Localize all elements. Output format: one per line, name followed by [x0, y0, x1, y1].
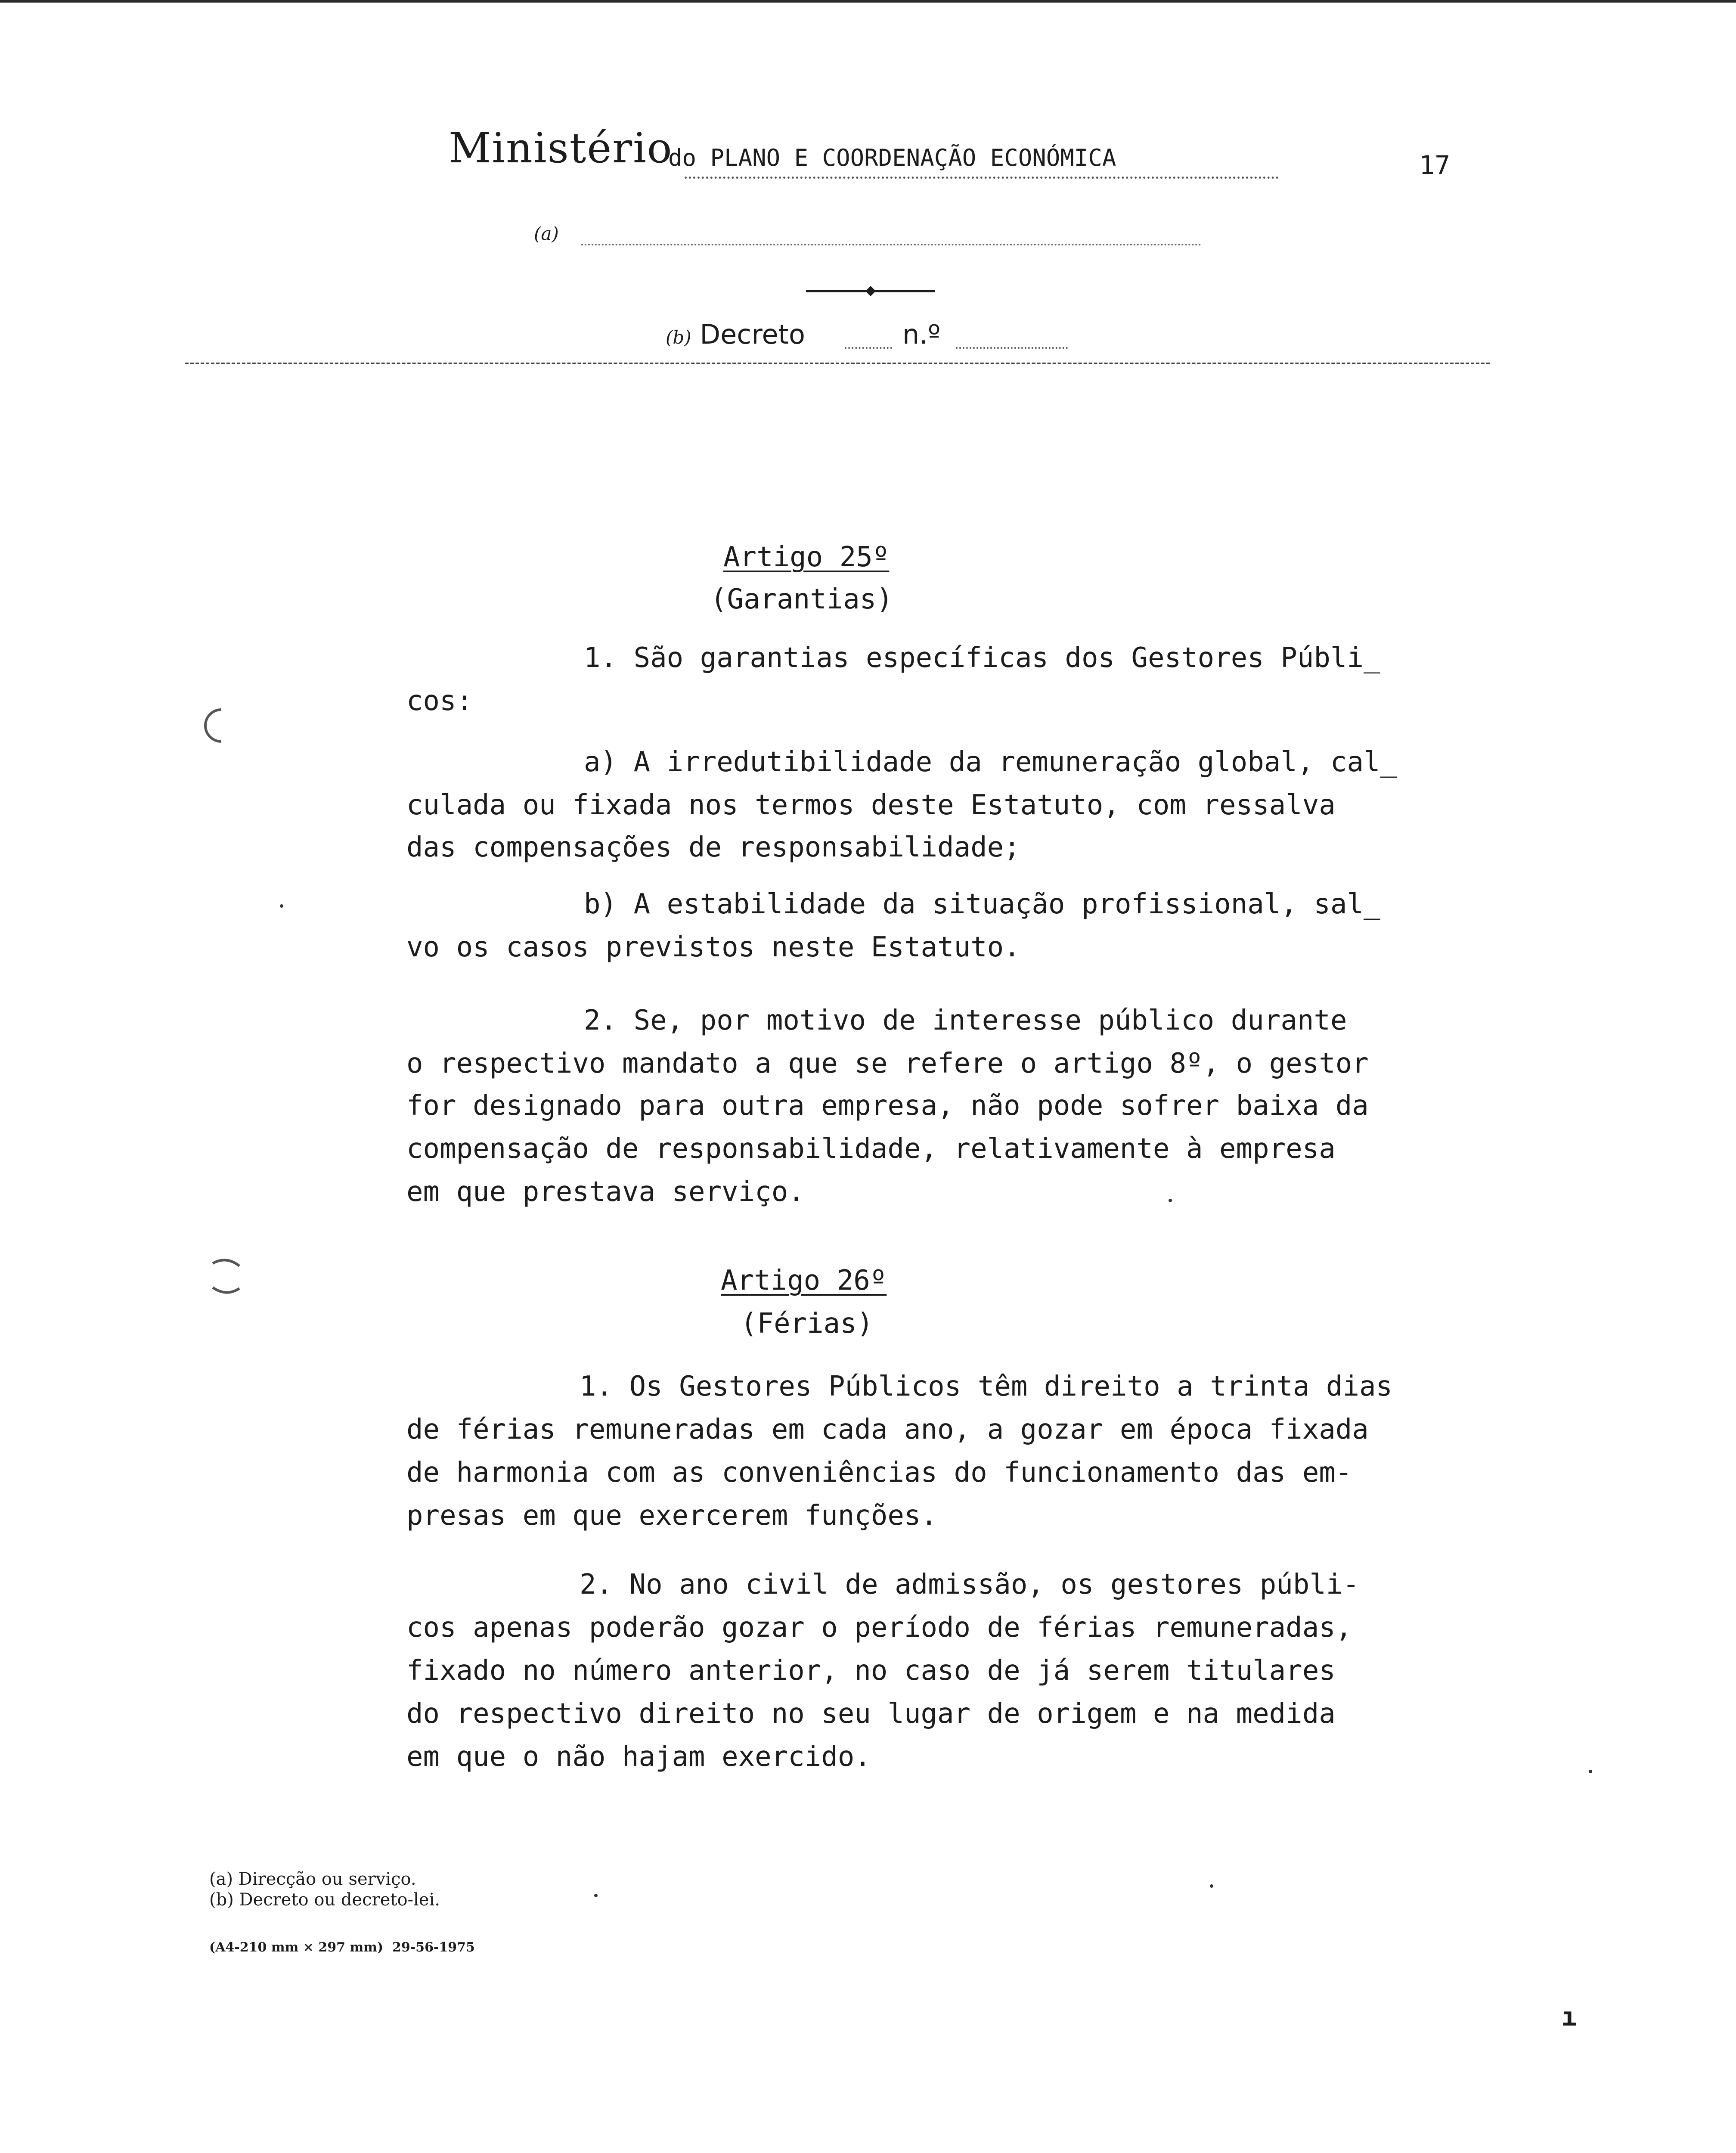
decree-word: Decreto [700, 319, 805, 350]
article-25-line: 1. São garantias específicas dos Gestores Públi_ [584, 642, 1380, 674]
punch-hole-mark-icon [204, 706, 239, 745]
article-25-line: culada ou fixada nos termos deste Estatuto, com ressalva [406, 789, 1336, 821]
article-26-line: fixado no número anterior, no caso de já serem titulares [406, 1655, 1336, 1687]
scan-speck [1589, 1770, 1592, 1773]
article-25-line: for designado para outra empresa, não pode sofrer baixa da [406, 1090, 1369, 1122]
article-25-line: em que prestava serviço. [406, 1176, 805, 1208]
article-25-line: compensação de responsabilidade, relativamente à empresa [406, 1133, 1336, 1165]
footnote-b: (b) Decreto ou decreto-lei. [209, 1890, 440, 1910]
decree-type-dotted-line [845, 347, 892, 349]
article-25-line: cos: [406, 685, 473, 717]
punch-hole-mark-icon [209, 1257, 244, 1296]
article-26-subtitle: (Férias) [741, 1308, 874, 1340]
scan-speck [1210, 1884, 1213, 1888]
article-26-line: presas em que exercerem funções. [406, 1500, 937, 1532]
article-26-line: de harmonia com as conveniências do funcionamento das em- [406, 1457, 1352, 1489]
edge-mark: ı [1561, 2002, 1577, 2032]
article-26-line: cos apenas poderão gozar o período de férias remuneradas, [406, 1612, 1352, 1644]
scan-speck [1169, 1199, 1172, 1202]
scan-speck [280, 904, 283, 908]
decree-number-label: n.º [902, 319, 941, 350]
decree-label [666, 321, 805, 348]
top-border-rule [0, 0, 1736, 3]
direction-field-dotted-line [581, 244, 1201, 245]
scan-speck [594, 1894, 598, 1897]
diamond-divider-icon [806, 282, 935, 300]
article-25-line: o respectivo mandato a que se refere o artigo 8º, o gestor [406, 1048, 1369, 1080]
article-25-line: a) A irredutibilidade da remuneração global, cal_ [584, 746, 1397, 778]
article-25-heading: Artigo 25º [723, 541, 890, 573]
article-26-line: em que o não hajam exercido. [406, 1741, 871, 1773]
article-26-line: de férias remuneradas em cada ano, a gozar em época fixada [406, 1414, 1369, 1446]
footnote-a: (a) Direcção ou serviço. [209, 1869, 416, 1889]
decree-b-marker: (b) [666, 327, 691, 348]
article-25-line: b) A estabilidade da situação profissional, sal_ [584, 888, 1380, 920]
ministry-dotted-line [685, 177, 1279, 179]
form-reference: (A4-210 mm × 297 mm) 29-56-1975 [209, 1940, 475, 1955]
article-25-line: das compensações de responsabilidade; [406, 831, 1020, 863]
article-25-subtitle: (Garantias) [710, 583, 893, 615]
header-rule [185, 363, 1490, 364]
article-26-line: 1. Os Gestores Públicos têm direito a trinta dias [580, 1371, 1393, 1402]
article-26-line: do respectivo direito no seu lugar de origem e na medida [406, 1698, 1336, 1730]
article-26-heading: Artigo 26º [721, 1265, 887, 1297]
ministry-heading: Ministério [449, 124, 673, 172]
article-25-line: vo os casos previstos neste Estatuto. [406, 931, 1020, 963]
decree-number-dotted-line [956, 347, 1068, 349]
article-25-line: 2. Se, por motivo de interesse público durante [584, 1005, 1347, 1036]
ministry-name: do PLANO E COORDENAÇÃO ECONÓMICA [668, 144, 1116, 171]
article-26-line: 2. No ano civil de admissão, os gestores públi- [580, 1569, 1359, 1601]
direction-field-label: (a) [534, 223, 559, 244]
page-number: 17 [1419, 150, 1451, 180]
